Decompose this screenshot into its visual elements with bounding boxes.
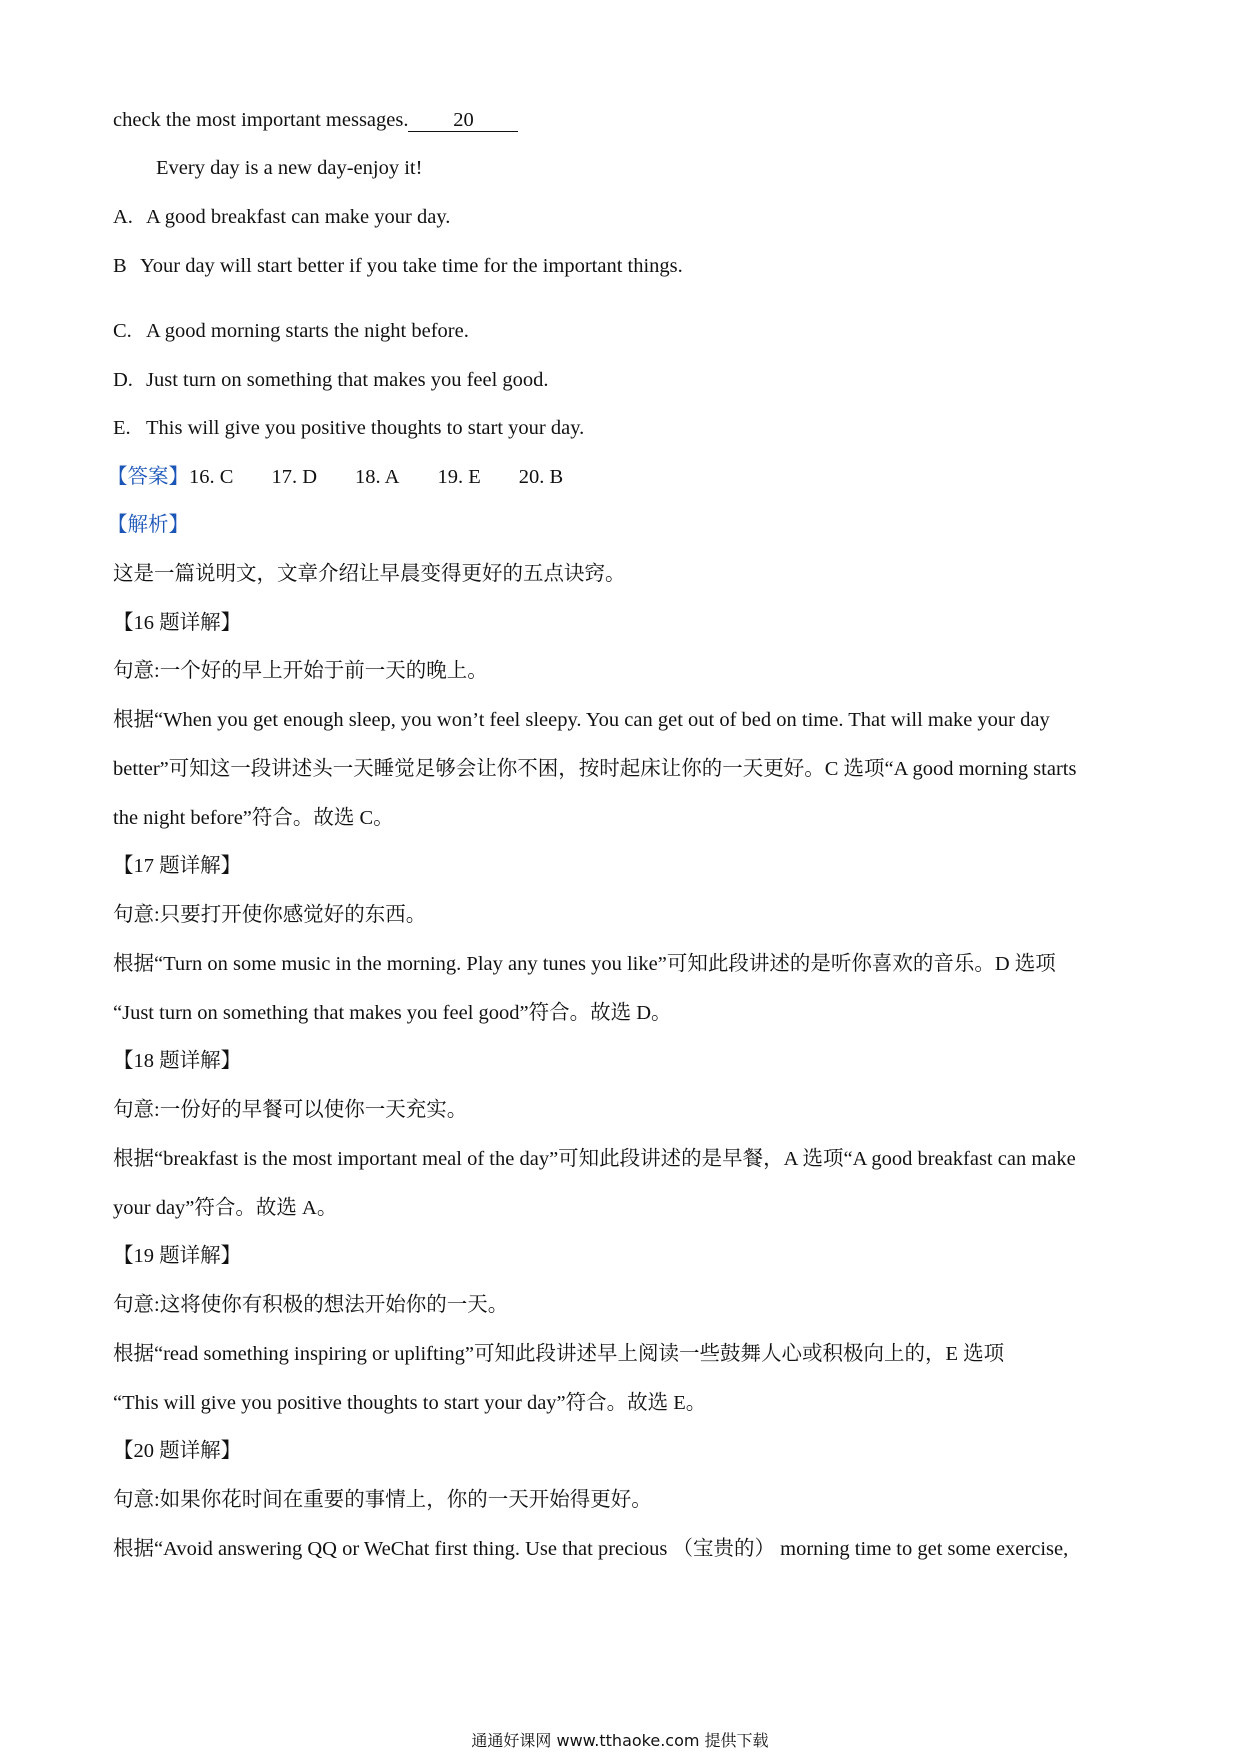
q16-meaning: 句意:一个好的早上开始于前一天的晚上。 bbox=[113, 660, 488, 682]
option-d bbox=[113, 366, 549, 394]
q17-line2: “Just turn on something that makes you feel good”符合。故选 D。 bbox=[113, 1002, 672, 1024]
q20-heading: 【20 题详解】 bbox=[113, 1440, 242, 1462]
q19-heading: 【19 题详解】 bbox=[113, 1245, 242, 1267]
q17-meaning: 句意:只要打开使你感觉好的东西。 bbox=[113, 904, 427, 926]
option-text: Just turn on something that makes you feel good. bbox=[146, 369, 549, 391]
answer-blank[interactable]: 20 bbox=[408, 109, 518, 132]
option-b bbox=[113, 252, 683, 280]
option-text: This will give you positive thoughts to start your day. bbox=[146, 417, 585, 439]
q17-heading: 【17 题详解】 bbox=[113, 855, 242, 877]
header-text: check the most important messages. bbox=[113, 109, 409, 131]
page-footer: 通通好课网 www.tthaoke.com 提供下载 bbox=[471, 1731, 769, 1750]
q16-heading: 【16 题详解】 bbox=[113, 612, 242, 634]
option-a bbox=[113, 203, 450, 231]
q16-line3: the night before”符合。故选 C。 bbox=[113, 807, 394, 829]
q19-line1: 根据“read something inspiring or uplifting”可知此段讲述早上阅读一些鼓舞人心或积极向上的，E 选项 bbox=[113, 1343, 1005, 1365]
option-text: A good morning starts the night before. bbox=[146, 320, 469, 342]
q18-heading: 【18 题详解】 bbox=[113, 1050, 242, 1072]
summary: 这是一篇说明文，文章介绍让早晨变得更好的五点诀窍。 bbox=[113, 563, 626, 585]
answer-item: 20. B bbox=[518, 466, 564, 488]
closing-sentence: Every day is a new day-enjoy it! bbox=[156, 157, 423, 179]
option-letter: A. bbox=[113, 206, 133, 228]
q18-line2: your day”符合。故选 A。 bbox=[113, 1197, 338, 1219]
q18-line1: 根据“breakfast is the most important meal of the day”可知此段讲述的是早餐，A 选项“A good breakfast can make bbox=[113, 1148, 1076, 1170]
header-line bbox=[113, 106, 518, 134]
q19-line2: “This will give you positive thoughts to start your day”符合。故选 E。 bbox=[113, 1392, 707, 1414]
analysis-label: 【解析】 bbox=[107, 514, 189, 536]
option-letter: E. bbox=[113, 417, 131, 439]
answer-item: 16. C bbox=[189, 466, 234, 488]
option-text: Your day will start better if you take time for the important things. bbox=[140, 255, 683, 277]
option-letter: D. bbox=[113, 369, 133, 391]
answer-line bbox=[107, 463, 601, 491]
q20-meaning: 句意:如果你花时间在重要的事情上，你的一天开始得更好。 bbox=[113, 1489, 652, 1511]
option-e bbox=[113, 414, 584, 442]
answer-label: 【答案】 bbox=[107, 466, 189, 488]
q16-line1: 根据“When you get enough sleep, you won’t feel sleepy. You can get out of bed on time. That will make your day bbox=[113, 709, 1050, 731]
q16-line2: better”可知这一段讲述头一天睡觉足够会让你不困，按时起床让你的一天更好。C 选项“A good morning starts bbox=[113, 758, 1077, 780]
option-text: A good breakfast can make your day. bbox=[146, 206, 451, 228]
option-letter: B bbox=[113, 255, 127, 277]
q19-meaning: 句意:这将使你有积极的想法开始你的一天。 bbox=[113, 1294, 509, 1316]
answer-item: 19. E bbox=[437, 466, 481, 488]
answer-item: 18. A bbox=[355, 466, 400, 488]
option-letter: C. bbox=[113, 320, 132, 342]
q17-line1: 根据“Turn on some music in the morning. Play any tunes you like”可知此段讲述的是听你喜欢的音乐。D 选项 bbox=[113, 953, 1056, 975]
q18-meaning: 句意:一份好的早餐可以使你一天充实。 bbox=[113, 1099, 468, 1121]
q20-line1: 根据“Avoid answering QQ or WeChat first thing. Use that precious （宝贵的） morning time to get some exercise, bbox=[113, 1538, 1069, 1560]
option-c bbox=[113, 317, 469, 345]
answer-item: 17. D bbox=[271, 466, 317, 488]
